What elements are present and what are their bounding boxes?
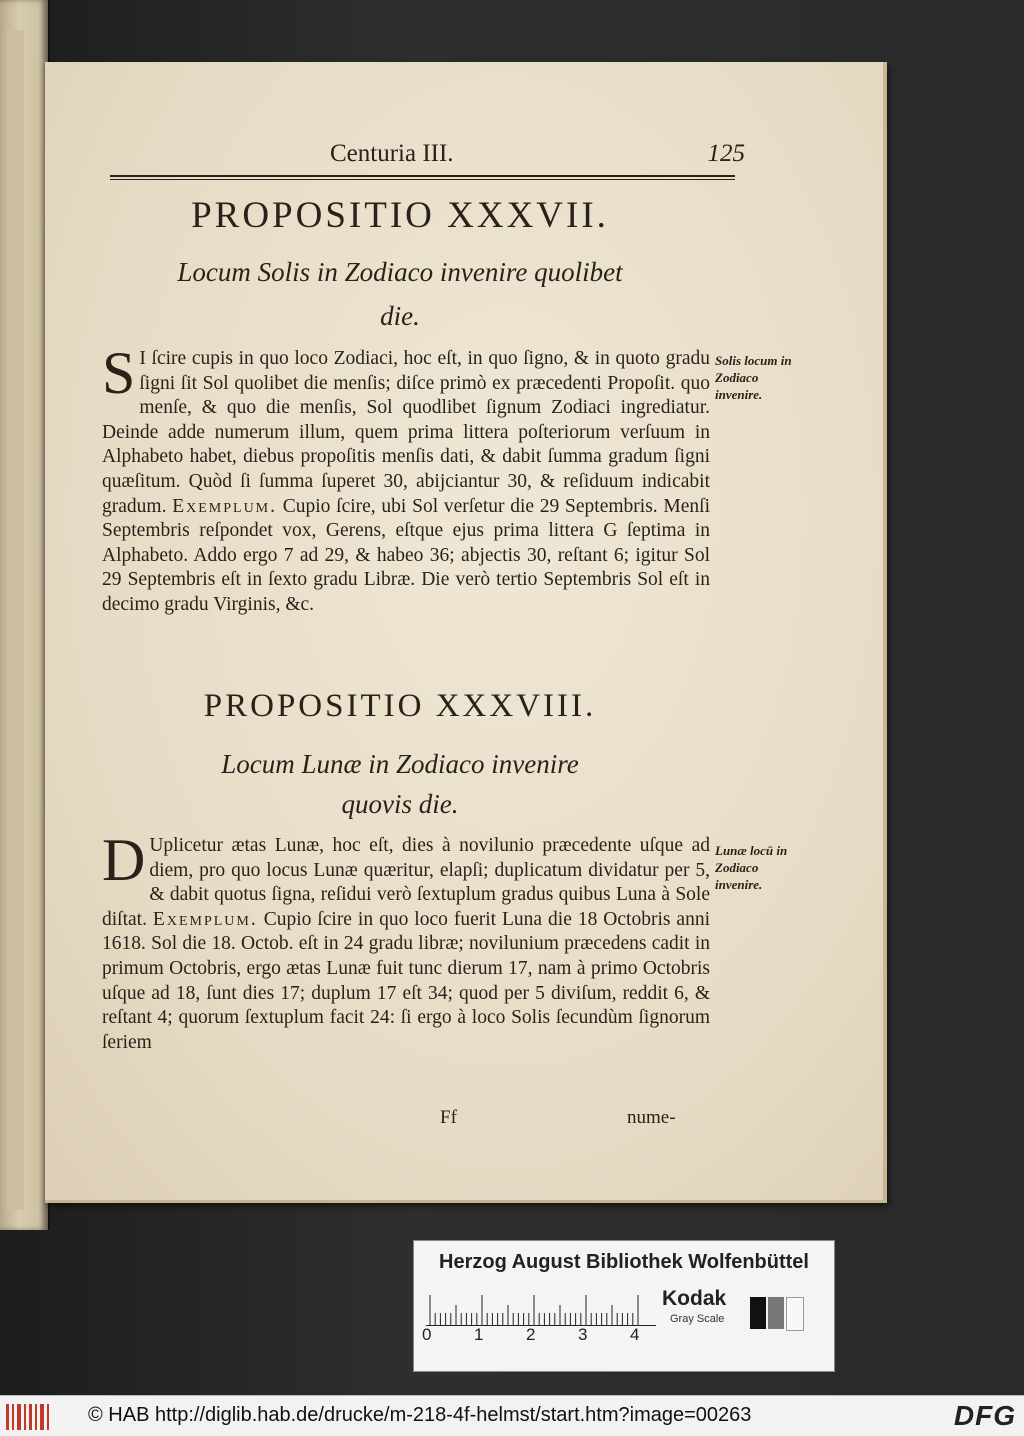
proposition-37-body [102,340,710,618]
ruler-number: 1 [474,1325,484,1344]
kodak-logo: Kodak [662,1287,727,1310]
dropcap: S [102,340,136,406]
book-page [45,62,887,1203]
proposition-38-body [102,827,710,1055]
gray-swatch [750,1297,766,1329]
running-title: Centuria III. [330,140,454,167]
exemplum-label: Exemplum. [152,908,258,930]
proposition-37-subtitle-line1: Locum Solis in Zodiaco invenire quolibet [177,257,623,287]
body-text: I ſcire cupis in quo loco Zodiaci, hoc eſt, in quo ſigno, & in quoto gradu ſigni ſit Sol quolibet die menſis; diſce primò ex præcedenti Propoſit. quo menſe, & quo die menſis, Sol quodlibet ſignum Zodiaci ingrediatur. Deinde adde numerum illum, quem prima littera poſteriorum verſuum in Alphabeto habet, diebus propoſitis menſis dati, & dabit ſumma gradum ſigni quæſitum. Quòd ſi ſumma ſuperet 30, abijciantur 30, & reſiduum indicabit gradum. [102,348,710,517]
library-label: Herzog August Bibliothek Wolfenbüttel [439,1251,809,1273]
gray-swatch [768,1297,784,1329]
head-rule [110,175,735,177]
ruler [426,1291,656,1326]
running-head [110,140,745,180]
body-text: Cupio ſcire in quo loco fuerit Luna die 18 Octobris anni 1618. Sol die 18. Octob. eſt in 24 gradu libræ; novilunium præcedens cadit in primum Octobris, ergo ætas Lunæ fuit tunc dierum 17, nam à primo Octobris uſque ad 18, ſunt dies 17; duplum 17 eſt 34; quod per 5 diviſum, reddit 6, & reſtant 4; quorum ſextuplum facit 24: ſi ergo à loco Solis ſecundùm ſignorum ſeriem [102,908,710,1053]
gray-scale-label: Gray Scale [670,1313,725,1325]
catchword: nume- [627,1107,676,1128]
proposition-37-heading: PROPOSITIO XXXVII. [191,195,609,236]
exemplum-label: Exemplum. [172,495,277,517]
proposition-38-subtitle-line1: Locum Lunæ in Zodiaco invenire [221,749,579,779]
body-text: Uplicetur ætas Lunæ, hoc eſt, dies à novilunio præcedente uſque ad diem, pro quo locus Lunæ quæritur, elapſi; duplicatum dividatur per 5, & dabit quotus ſigna, reſidui verò ſextuplum gradus quibus Luna à Sole diſtat. [102,835,710,930]
footer-bar [0,1395,1024,1436]
body-text: Cupio ſcire, ubi Sol verſetur die 29 Septembris. Menſi Septembris reſpondet vox, Gerens, eſtque ejus prima littera G ſeptima in Alphabeto. Addo ergo 7 ad 29, & habeo 36; abjectis 30, reſtant 6; igitur Sol 29 Septembris eſt in ſexto gradu Libræ. Die verò tertio Septembris Sol eſt in decimo gradu Virginis, &c. [102,495,710,615]
margin-note-37: Solis locum in Zodiaco invenire. [715,353,792,402]
proposition-37-subtitle-line2: die. [380,301,420,331]
page-edge-strip [6,30,24,1210]
signature-mark: Ff [440,1107,457,1128]
ruler-number: 3 [578,1325,588,1344]
ruler-number: 0 [422,1325,432,1344]
dropcap: D [102,827,146,893]
proposition-38-subtitle-line2: quovis die. [341,789,459,819]
color-scale-card [413,1240,835,1372]
previous-page-edge [0,0,50,1230]
proposition-38-heading: PROPOSITIO XXXVIII. [203,688,597,724]
source-link[interactable]: © HAB http://diglib.hab.de/drucke/m-218-4f-helmst/start.htm?image=00263 [88,1404,752,1426]
margin-note-38: Lunæ locū in Zodiaco invenire. [715,843,788,892]
ruler-number: 4 [630,1325,640,1344]
barcode-icon [6,1404,50,1430]
dfg-logo: DFG [953,1400,1016,1431]
ruler-number: 2 [526,1325,536,1344]
head-rule-thin [110,179,735,180]
page-number: 125 [707,140,745,167]
gray-swatch [786,1297,804,1331]
